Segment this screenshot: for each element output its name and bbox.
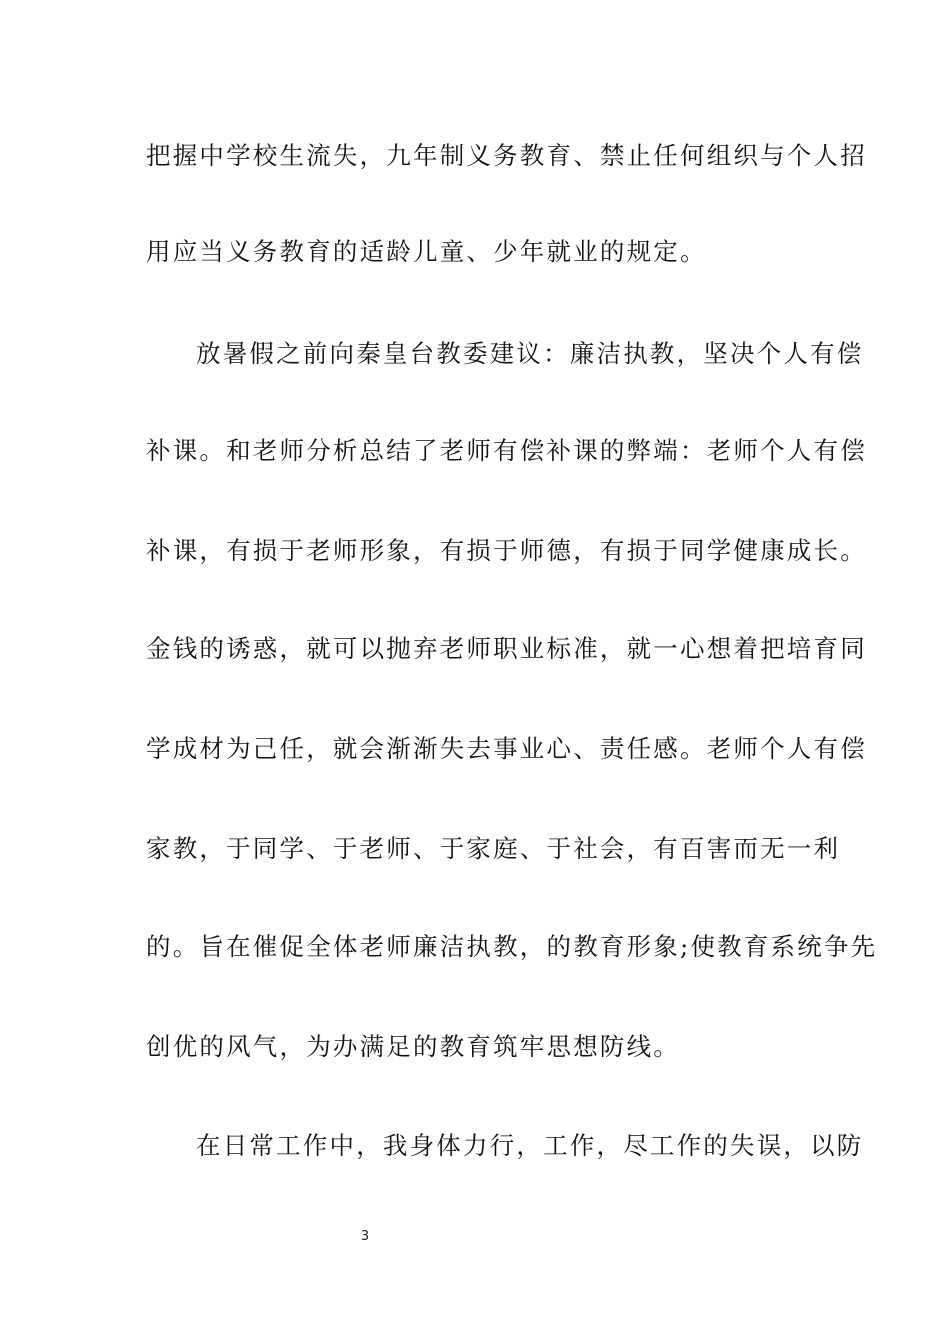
text-line-1: 把握中学校生流失，九年制义务教育、禁止任何组织与个人招 <box>146 141 867 170</box>
text-line-11: 在日常工作中，我身体力行，工作，尽工作的失误，以防 <box>196 1131 864 1160</box>
page-number: 3 <box>360 1229 370 1244</box>
text-line-5: 补课，有损于老师形象，有损于师德，有损于同学健康成长。 <box>146 536 867 565</box>
text-line-3: 放暑假之前向秦皇台教委建议：廉洁执教，坚决个人有偿 <box>196 339 864 368</box>
text-line-6: 金钱的诱惑，就可以抛弃老师职业标准，就一心想着把培育同 <box>146 634 867 663</box>
text-line-10: 创优的风气，为办满足的教育筑牢思想防线。 <box>146 1032 680 1061</box>
text-line-7: 学成材为己任，就会渐渐失去事业心、责任感。老师个人有偿 <box>146 734 867 763</box>
text-line-8: 家教，于同学、于老师、于家庭、于社会，有百害而无一利 <box>146 834 841 863</box>
text-line-9: 的。旨在催促全体老师廉洁执教，的教育形象;使教育系统争先 <box>146 932 878 961</box>
text-line-4: 补课。和老师分析总结了老师有偿补课的弊端：老师个人有偿 <box>146 436 867 465</box>
text-line-2: 用应当义务教育的适龄儿童、少年就业的规定。 <box>146 237 707 266</box>
